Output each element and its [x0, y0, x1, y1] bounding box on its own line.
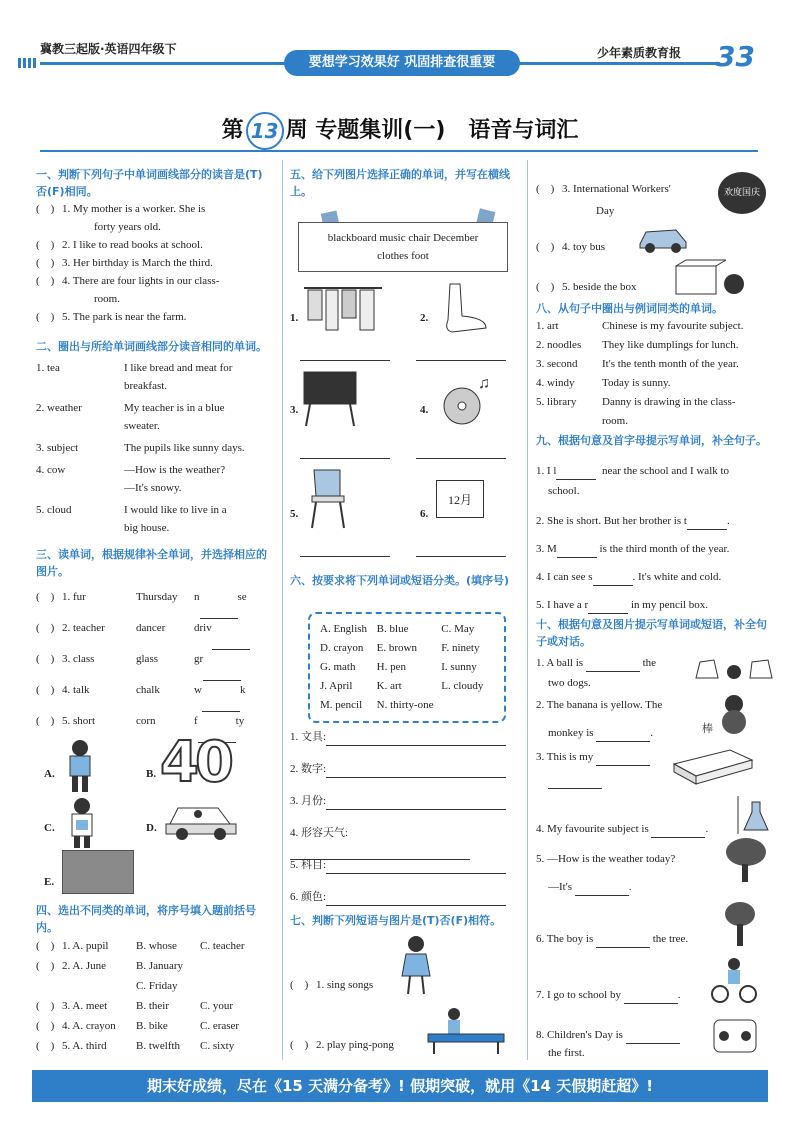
s3-blank[interactable]: [203, 650, 241, 681]
music-cd-icon: [434, 370, 500, 430]
s9-q1: 1. I l near the school and I walk to: [536, 462, 729, 480]
s6-category-label: 3. 月份:: [290, 795, 327, 807]
s10-q8-cont: the first.: [548, 1047, 585, 1059]
tree-icon: [722, 900, 758, 946]
s2-item: [36, 359, 272, 395]
s1-q2: ( ) 2. I like to read books at school.: [36, 239, 203, 251]
s6-category-label: 4. 形容天气:: [290, 827, 349, 839]
s2-item-sentence: [124, 439, 272, 457]
boy-cycling-icon: [708, 956, 760, 1004]
s5-answer-line-6[interactable]: [416, 556, 506, 557]
s2-sentence-line-2: sweater.: [124, 420, 160, 432]
s9-q3: 3. M is the third month of the year.: [536, 540, 729, 558]
slogan-banner: 要想学习效果好 巩固排查很重要: [284, 50, 520, 76]
s8-sentence: They like dumplings for lunch.: [602, 339, 739, 351]
title-rule: [40, 150, 758, 152]
section-4: [36, 902, 272, 1056]
ping-pong-table-icon: [424, 1004, 508, 1056]
s6-category-label: 1. 文具:: [290, 731, 327, 743]
s6-answer-line[interactable]: [326, 873, 506, 874]
s2-item-word: 1. tea: [36, 362, 60, 374]
s2-sentence-line: My teacher is in a blue: [124, 402, 225, 414]
answer-paren[interactable]: ( ): [36, 684, 55, 696]
s6-option: F. ninety: [441, 642, 480, 654]
s3-label-b: B.: [146, 768, 157, 780]
answer-paren[interactable]: ( ): [36, 960, 55, 972]
s6-option: G. math: [320, 661, 356, 673]
s4-option: B. whose: [136, 940, 177, 952]
s2-item-word: 2. weather: [36, 402, 82, 414]
s4-option: 3. A. meet: [62, 1000, 108, 1012]
s3-ending: se: [237, 591, 247, 603]
s3-stem: gr: [194, 653, 204, 665]
s2-item-sentence: [124, 501, 272, 537]
s3-word: 1. fur: [62, 591, 86, 603]
s6-option: K. art: [376, 680, 402, 692]
s3-word: 2. teacher: [62, 622, 105, 634]
s9-q5: 5. I have a r in my pencil box.: [536, 596, 708, 614]
s2-item: [36, 461, 272, 497]
s10-q8: 8. Children's Day is: [536, 1026, 680, 1044]
title-prefix: 第: [221, 118, 244, 143]
s3-stem: n: [194, 591, 200, 603]
s2-sentence-line: I like bread and meat for: [124, 362, 233, 374]
s3-example: corn: [136, 715, 156, 727]
monkey-icon: [700, 692, 760, 736]
s4-option: [62, 976, 136, 996]
s5-answer-line-3[interactable]: [300, 458, 390, 459]
s4-option: 2. A. June: [62, 960, 106, 972]
s2-sentence-line: I would like to live in a: [124, 504, 227, 516]
s3-example: chalk: [136, 684, 160, 696]
s3-label-d: D.: [146, 822, 157, 834]
s2-sentence-line-2: —It's snowy.: [124, 482, 182, 494]
s1-q1: ( ) 1. My mother is a worker. She is: [36, 203, 206, 215]
s10-q2-cont: monkey is .: [548, 724, 653, 742]
s6-grid-row: [320, 658, 494, 677]
s3-example: dancer: [136, 622, 166, 634]
s3-row: [36, 619, 272, 650]
s6-option: C. May: [441, 623, 475, 635]
section-5: [290, 166, 520, 200]
s4-option: C. your: [200, 1000, 233, 1012]
s8-sentence: Today is sunny.: [602, 377, 671, 389]
answer-paren[interactable]: ( ): [36, 622, 55, 634]
s4-option: 5. A. third: [62, 1040, 107, 1052]
answer-paren[interactable]: ( ): [36, 1020, 55, 1032]
s3-label-e: E.: [44, 876, 55, 888]
section-7-title: 七、判断下列短语与图片是(T)否(F)相符。: [290, 914, 502, 927]
section-10-title: 十、根据句意及图片提示写单词或短语，补全句子或对话。: [536, 618, 767, 648]
s1-q4-cont: room.: [94, 293, 120, 305]
s8-sentence: Chinese is my favourite subject.: [602, 320, 744, 332]
header-stripes-decoration: [18, 58, 36, 68]
s4-option: B. their: [136, 1000, 169, 1012]
s8-example-word: [536, 412, 602, 431]
s5-num-3: 3.: [290, 404, 299, 416]
s4-row: [36, 936, 272, 956]
s7-q1: ( ) 1. sing songs: [290, 979, 374, 991]
page-number: 33: [716, 40, 755, 73]
s2-item-sentence: [124, 399, 272, 435]
s1-q4: ( ) 4. There are four lights in our class-: [36, 275, 220, 287]
s6-category-row: [290, 760, 522, 792]
s6-option: J. April: [320, 680, 353, 692]
s4-option: C. eraser: [200, 1020, 240, 1032]
s8-sentence: Danny is drawing in the class-: [602, 396, 736, 408]
s6-category-list: [290, 728, 522, 920]
s4-row: [36, 956, 272, 976]
answer-paren[interactable]: ( ): [36, 1040, 55, 1052]
s5-answer-line-1[interactable]: [300, 360, 390, 361]
childrens-day-badge-icon: [712, 1014, 758, 1054]
s6-category-label: 2. 数字:: [290, 763, 327, 775]
s2-item: [36, 439, 272, 457]
s4-option: C. Friday: [136, 980, 178, 992]
s9-q1-cont: school.: [548, 485, 580, 497]
s7-q2: ( ) 2. play ping-pong: [290, 1039, 394, 1051]
s6-answer-line[interactable]: [326, 745, 506, 746]
answer-paren[interactable]: ( ): [36, 1000, 55, 1012]
s3-stem: driv: [194, 622, 212, 634]
s7-q5: ( ) 5. beside the box: [536, 281, 637, 293]
section-2-title: 二、圈出与所给单词画线部分读音相同的单词。: [36, 340, 267, 353]
svg-text:♫: ♫: [478, 375, 490, 392]
word-bank-line-1: blackboard music chair December: [327, 232, 479, 244]
s4-row: [36, 1036, 272, 1056]
s4-option: C. sixty: [200, 1040, 235, 1052]
toy-car-icon: [636, 224, 690, 256]
answer-paren[interactable]: ( ): [36, 940, 55, 952]
section-3-title: 三、读单词，根据规律补全单词，并选择相应的图片。: [36, 548, 267, 578]
s6-option: M. pencil: [320, 699, 363, 711]
s4-row: [36, 996, 272, 1016]
number-forty-graphic: 40: [160, 730, 230, 795]
answer-paren[interactable]: ( ): [36, 715, 55, 727]
s3-example: glass: [136, 653, 158, 665]
girl-singing-icon: [396, 934, 436, 996]
section-9-title: 九、根据句意及首字母提示写单词，补全句子。: [536, 434, 767, 447]
section-8-title: 八、从句子中圈出与例词同类的单词。: [536, 302, 723, 315]
s9-q2: 2. She is short. But her brother is t .: [536, 512, 730, 530]
week-number-badge: 13: [246, 112, 284, 150]
s9-q4: 4. I can see s . It's white and cold.: [536, 568, 721, 586]
ground-texture-image: [62, 850, 134, 894]
section-4-title: 四、选出不同类的单词，将序号填入题前括号内。: [36, 904, 256, 934]
s1-q3: ( ) 3. Her birthday is March the third.: [36, 257, 213, 269]
dogs-and-ball-icon: [694, 652, 774, 686]
chair-icon: [300, 466, 356, 532]
s8-example-word: 5. library: [536, 396, 577, 408]
s3-example: Thursday: [136, 591, 178, 603]
s6-category-row: [290, 792, 522, 824]
s4-option: 1. A. pupil: [62, 940, 109, 952]
s7-q3: ( ) 3. International Workers': [536, 183, 671, 195]
page-title: [0, 112, 800, 150]
s2-item-word: 4. cow: [36, 464, 66, 476]
s6-option: E. brown: [376, 642, 417, 654]
s6-grid-row: [320, 677, 494, 696]
s3-row: [36, 650, 272, 681]
s5-num-6: 6.: [420, 508, 429, 520]
s8-sentence: room.: [602, 415, 628, 427]
s10-q2: 2. The banana is yellow. The: [536, 699, 663, 711]
s3-blank[interactable]: [202, 681, 240, 712]
s5-num-1: 1.: [290, 312, 299, 324]
foot-icon: [430, 280, 490, 338]
s8-example-word: 2. noodles: [536, 339, 582, 351]
s2-item-sentence: [124, 359, 272, 395]
s6-grid: [320, 620, 494, 715]
s3-word: 4. talk: [62, 684, 90, 696]
title-suffix: 周 专题集训(一): [285, 118, 446, 143]
s5-answer-line-5[interactable]: [300, 556, 390, 557]
s6-option: N. thirty-one: [376, 699, 434, 711]
box-and-ball-icon: [674, 258, 746, 296]
s6-answer-line[interactable]: [326, 777, 506, 778]
svg-text:棒: 棒: [702, 723, 713, 735]
car-driver-icon: [164, 796, 238, 842]
word-bank-line-2: clothes foot: [377, 250, 429, 262]
s3-label-c: C.: [44, 822, 55, 834]
answer-paren[interactable]: ( ): [36, 653, 55, 665]
s5-num-5: 5.: [290, 508, 299, 520]
s10-q6: 6. The boy is the tree.: [536, 930, 688, 948]
science-lab-flask-icon: [732, 792, 772, 838]
blackboard-icon: [300, 370, 360, 428]
s3-blank[interactable]: [200, 588, 238, 619]
s2-item-word: 5. cloud: [36, 504, 72, 516]
word-bank-box: [298, 222, 508, 272]
s10-q1-cont: two dogs.: [548, 677, 591, 689]
s4-option: B. bike: [136, 1020, 168, 1032]
s8-list: [536, 317, 776, 431]
section-6-title: 六、按要求将下列单词或短语分类。(填序号): [290, 574, 510, 587]
s3-word: 5. short: [62, 715, 95, 727]
s2-sentence-line: —How is the weather?: [124, 464, 226, 476]
section-8: [536, 300, 776, 431]
s4-row: [36, 976, 272, 996]
s6-category-row: [290, 824, 522, 856]
section-1-title: 一、判断下列句子中单词画线部分的读音是(T)否(F)相同。: [36, 168, 263, 198]
s3-label-a: A.: [44, 768, 55, 780]
s10-q5-cont: —It's .: [548, 878, 631, 896]
s6-grid-row: [320, 620, 494, 639]
s3-stem: w: [194, 684, 202, 696]
calendar-icon: 12月: [436, 480, 484, 518]
s8-row: [536, 393, 776, 412]
s2-item: [36, 399, 272, 435]
s3-word: 3. class: [62, 653, 95, 665]
s5-answer-line-4[interactable]: [416, 458, 506, 459]
s2-item-word: 3. subject: [36, 442, 79, 454]
section-6: [290, 572, 522, 589]
s7-q3-cont: Day: [596, 205, 615, 217]
s8-row: [536, 336, 776, 355]
s8-example-word: 1. art: [536, 320, 559, 332]
windy-tree-icon: [720, 836, 770, 884]
section-2: [36, 338, 272, 537]
s4-option: B. twelfth: [136, 1040, 180, 1052]
column-divider-2: [527, 160, 528, 1060]
s4-option: C. teacher: [200, 940, 245, 952]
s6-category-label: 6. 颜色:: [290, 891, 327, 903]
s5-num-2: 2.: [420, 312, 429, 324]
s6-option: B. blue: [376, 623, 409, 635]
answer-paren[interactable]: ( ): [36, 591, 55, 603]
title-subject: 语音与词汇: [468, 118, 579, 143]
s1-q5: ( ) 5. The park is near the farm.: [36, 311, 187, 323]
s2-sentence-line-2: big house.: [124, 522, 170, 534]
s8-example-word: 4. windy: [536, 377, 575, 389]
s2-item-sentence: [124, 461, 272, 497]
s2-sentence-line: The pupils like sunny days.: [124, 442, 245, 454]
clothes-rack-icon: [300, 282, 386, 334]
s6-category-row: [290, 856, 522, 888]
s10-q4: 4. My favourite subject is .: [536, 820, 708, 838]
s4-option: [200, 976, 264, 996]
s4-list: [36, 936, 272, 1056]
s3-ending: k: [239, 684, 246, 696]
s4-option: B. January: [136, 960, 184, 972]
newspaper-name: 少年素质教育报: [597, 46, 682, 60]
column-divider-1: [282, 160, 283, 1060]
s1-q1-cont: forty years old.: [94, 221, 161, 233]
s4-row: [36, 1016, 272, 1036]
s6-option: D. crayon: [320, 642, 364, 654]
section-1: [36, 166, 272, 326]
boy-figure-icon: [58, 738, 102, 796]
s3-list: [36, 588, 272, 743]
s10-q7: 7. I go to school by .: [536, 986, 680, 1004]
s6-option: [441, 696, 494, 715]
s2-list: [36, 359, 272, 537]
section-3: [36, 546, 272, 743]
answer-paren[interactable]: [36, 976, 62, 996]
s8-row: [536, 355, 776, 374]
s6-option: H. pen: [376, 661, 406, 673]
s6-answer-line[interactable]: [326, 905, 506, 906]
s10-q3: 3. This is my: [536, 748, 650, 766]
s4-option: 4. A. crayon: [62, 1020, 116, 1032]
s5-answer-line-2[interactable]: [416, 360, 506, 361]
lantern-icon: 欢度国庆: [718, 172, 766, 214]
s3-row: [36, 588, 272, 619]
s10-q5: 5. —How is the weather today?: [536, 853, 676, 865]
s8-row: [536, 374, 776, 393]
s8-sentence: It's the tenth month of the year.: [602, 358, 739, 370]
s4-option: [200, 956, 264, 976]
s10-q1: 1. A ball is the: [536, 654, 656, 672]
section-10: [536, 616, 776, 650]
s8-row: [536, 412, 776, 431]
s8-example-word: 3. second: [536, 358, 578, 370]
footer-banner: 期末好成绩，尽在《15 天满分备考》! 假期突破，就用《14 天假期赶超》!: [32, 1070, 768, 1102]
section-9: [536, 432, 776, 449]
s6-option: I. sunny: [441, 661, 477, 673]
s6-category-label: 5. 科目:: [290, 859, 327, 871]
word-classification-box: [308, 612, 506, 723]
s2-sentence-line-2: breakfast.: [124, 380, 168, 392]
edition-label: 冀教三起版·英语四年级下: [40, 42, 177, 56]
s6-grid-row: [320, 639, 494, 658]
s6-option: L. cloudy: [441, 680, 484, 692]
s6-category-row: [290, 728, 522, 760]
s3-ending: ty: [235, 715, 245, 727]
s6-grid-row: [320, 696, 494, 715]
pencil-box-icon: [670, 744, 756, 786]
girl-reading-icon: [62, 796, 102, 850]
s6-option: A. English: [320, 623, 368, 635]
s6-answer-line[interactable]: [326, 809, 506, 810]
s10-q3-answer-line[interactable]: [548, 788, 602, 789]
s7-q4: ( ) 4. toy bus: [536, 241, 606, 253]
s3-row: [36, 681, 272, 712]
s5-num-4: 4.: [420, 404, 429, 416]
s3-blank[interactable]: [212, 619, 250, 650]
section-5-title: 五、给下列图片选择正确的单词，并写在横线上。: [290, 168, 510, 198]
s8-row: [536, 317, 776, 336]
s2-item: [36, 501, 272, 537]
s3-stem: f: [194, 715, 198, 727]
section-7: [290, 912, 522, 929]
